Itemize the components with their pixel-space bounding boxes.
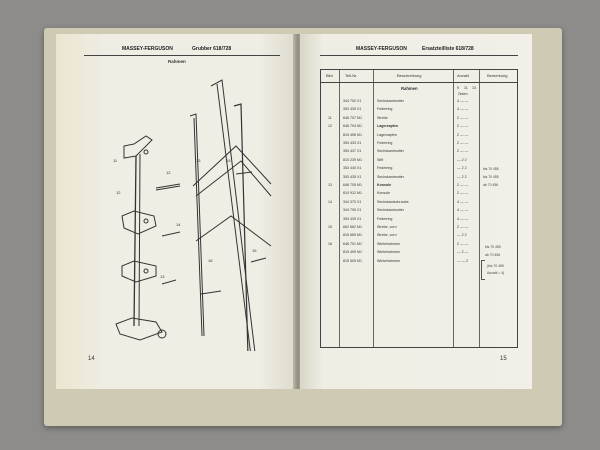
row-desc: Sechskantschraube [377,199,409,204]
row-teil: 646 707 M1 [343,115,362,120]
svg-text:15: 15 [252,248,257,253]
row-teil: 344 700 X1 [343,99,362,103]
right-header-rule [320,55,518,56]
row-teil: 815 505 M1 [343,258,362,263]
row-teil: 646 705 M1 [343,183,362,187]
row-bild: 15 [328,225,332,229]
row-bild: 16 [328,241,332,246]
row-desc: Strebe, vorn [377,225,397,229]
row-bild: 14 [328,199,332,204]
row-teil: 344 795 X1 [343,208,362,213]
row-desc: Strebe [377,115,388,120]
right-page [300,34,532,389]
table-row [321,216,517,224]
row-desc: Strebe, vorn [377,233,397,238]
svg-text:16: 16 [208,258,213,263]
remark: (bis 70 455 [487,264,504,268]
col-anzahl: Anzahl [457,73,470,78]
anzahl-sub: Zinken [458,92,468,96]
row-anzahl: — 2 — [457,250,469,255]
remark: bis 70 455 [485,245,501,249]
left-header-model: Grubber 618/728 [192,46,232,52]
section-title: Rahmen [401,86,418,91]
row-desc: Sechskantmutter [377,99,404,103]
row-anzahl: 2 — — [457,115,469,120]
row-bild: 11 [328,115,332,120]
row-anzahl: 2 — — [457,124,469,129]
svg-text:11: 11 [113,158,118,163]
table-row [321,140,517,148]
remark: ab 70 456 [485,253,501,257]
table-row [321,232,517,240]
row-anzahl: 2 — — [457,132,469,137]
row-anzahl: 2 — — [457,149,469,154]
svg-text:12: 12 [116,190,121,195]
row-teil: 646 701 M1 [343,241,362,246]
frame-exploded-drawing [76,66,276,351]
row-teil: 662 662 M1 [343,225,362,229]
right-header-model: Ersatzteilliste 618/728 [422,46,474,52]
row-bild: 13 [328,183,332,187]
row-anzahl: — — 2 [457,258,469,263]
left-header-rule [84,55,280,56]
row-bild: 12 [328,124,332,129]
table-row [321,190,517,198]
table-row [321,132,517,140]
table-row [321,123,517,131]
row-desc: Lagerzapfen [377,124,399,129]
table-row [321,115,517,123]
row-teil: 353 439 X1 [343,107,362,112]
row-desc: Federring [377,107,393,112]
row-teil: 353 433 X1 [343,141,362,145]
row-desc: Federring [377,216,393,221]
row-anzahl: 4 — — [457,199,469,204]
row-anzahl: 2 — — [457,191,469,196]
row-anzahl: — 2 2 [457,174,467,179]
section-row: Rahmen 9 11 13 [401,86,476,91]
left-header-brand: MASSEY-FERGUSON [122,46,173,52]
svg-text:15: 15 [226,158,231,163]
row-teil: 344 370 X1 [343,199,362,204]
row-desc: Winkelrahmen [377,250,400,255]
row-anzahl: 4 — — [457,99,469,103]
row-teil: 815 669 M1 [343,233,362,238]
remark: ab 70 456 [483,183,499,187]
row-teil: 353 435 X1 [343,174,362,179]
right-page-number: 15 [500,356,507,362]
col-teil: Teil-Nr. [345,73,358,78]
remark: bis 70 455 [483,167,499,171]
remark: Anzahl = 4) [487,271,505,275]
row-desc: Konsole [377,191,390,196]
row-teil: 646 704 M1 [343,124,362,129]
row-desc: Sechskantmutter [377,208,404,213]
col-bemerkung: Bemerkung [487,73,508,78]
row-anzahl: — 2 2 [457,233,467,238]
row-desc: Federring [377,166,393,171]
row-anzahl: 2 — — [457,141,469,145]
row-anzahl: — 2 2 [457,157,467,162]
row-desc: Federring [377,141,393,145]
row-anzahl: 4 — — [457,107,469,112]
svg-text:14: 14 [176,222,181,227]
row-teil: 815 496 M1 [343,132,362,137]
table-row [321,98,517,106]
row-teil: 353 440 X1 [343,166,362,171]
row-desc: Winkelrahmen [377,241,400,246]
row-teil: 810 912 M1 [343,191,362,196]
row-desc: Lagerzapfen [377,132,397,137]
left-page [56,34,296,389]
row-anzahl: 2 — — [457,225,469,229]
left-page-number: 14 [88,356,95,362]
table-row [321,224,517,232]
row-teil: 353 437 X1 [343,149,362,154]
row-anzahl: — 2 2 [457,166,467,171]
table-row [321,199,517,207]
row-desc: Konsole [377,183,392,187]
row-anzahl: 4 — — [457,208,469,213]
row-desc: Stift [377,157,384,162]
parts-table [320,69,518,348]
table-row [321,148,517,156]
remark: bis 70 455 [483,175,499,179]
row-teil: 810 239 M1 [343,157,362,162]
col-beschreibung: Beschreibung [397,73,422,78]
right-header-brand: MASSEY-FERGUSON [356,46,407,52]
table-row [321,207,517,215]
row-anzahl: 2 — — [457,241,469,246]
svg-text:12: 12 [166,170,171,175]
svg-text:13: 13 [196,158,201,163]
row-anzahl: 2 — — [457,183,469,187]
row-anzahl: 4 — — [457,216,469,221]
row-desc: Winkelrahmen [377,258,400,263]
table-row [321,106,517,114]
svg-text:13: 13 [160,274,165,279]
row-teil: 353 439 X1 [343,216,362,221]
left-section-title: Rahmen [168,59,186,64]
row-desc: Sechskantmutter [377,174,404,179]
row-desc: Sechskantmutter [377,149,404,154]
col-bild: Bild [326,73,333,78]
row-teil: 815 499 M1 [343,250,362,255]
table-row [321,157,517,165]
